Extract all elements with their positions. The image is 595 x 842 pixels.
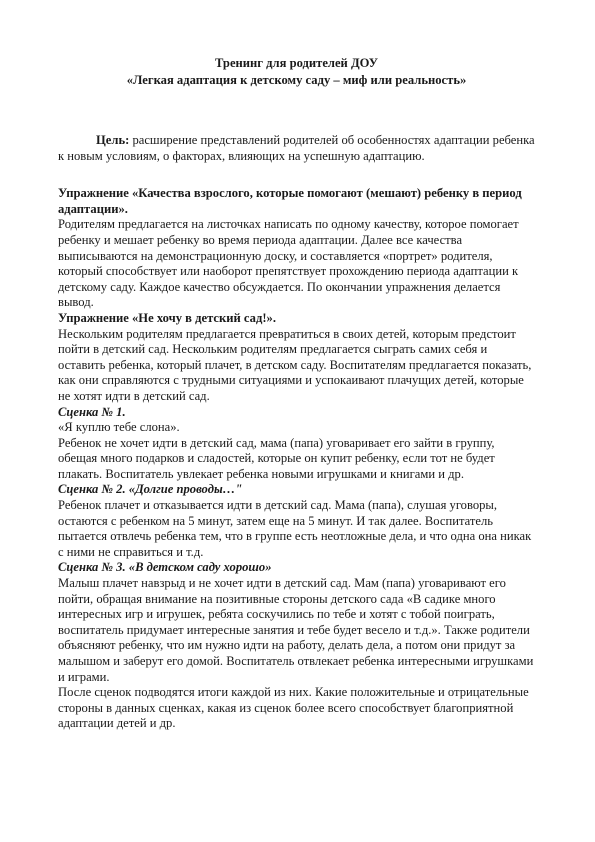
- scene-3-text: Малыш плачет навзрыд и не хочет идти в детский сад. Мам (папа) уговаривают его пойти, обращая внимание на позитивные стороны детского сада «В садике много интересных игр и игрушек, ребята соскучились по тебе и хотят с тобой поиграть, воспитатель придумает интересные занятия и тебе будет весело и т.д.». Также родители объясняют ребенку, что им нужно идти на работу, делать дела, а потом они придут за малышом и заберут его домой. Воспитатель отвлекает ребенка интересными игрушками и играми.: [58, 576, 534, 684]
- scene-1-subtitle: «Я куплю тебе слона».: [58, 420, 180, 435]
- exercise-1-text: Родителям предлагается на листочках написать по одному качеству, которое помогает ребенку и мешает ребенку во время периода адаптации. Далее все качества выписываются на демонстрационную доску, и составляется «портрет» родителя, который способствует или наоборот препятствует прохождению периода адаптации к детскому саду. Каждое качество обсуждается. По окончании упражнения делается вывод.: [58, 217, 519, 310]
- goal-text: расширение представлений родителей об особенностях адаптации ребенка к новым условиям, о факторах, влияющих на успешную адаптацию.: [58, 133, 535, 163]
- exercise-2-heading: Упражнение «Не хочу в детский сад!».: [58, 310, 276, 325]
- scene-3-heading: Сценка № 3. «В детском саду хорошо»: [58, 560, 272, 575]
- scene-1-text: Ребенок не хочет идти в детский сад, мама (папа) уговаривает его зайти в группу, обещая много подарков и сладостей, которые он купит ребенку, если тот не будет плакать. Воспитатель увлекает ребенка новыми игрушками и книгами и др.: [58, 435, 495, 481]
- goal-label: Цель:: [96, 133, 130, 147]
- conclusion-text: После сценок подводятся итоги каждой из них. Какие положительные и отрицательные стороны в данных сценках, какая из сценок более всего способствует благоприятной адаптации детей и др.: [58, 685, 529, 731]
- document-title-line-2: «Легкая адаптация к детскому саду – миф или реальность»: [126, 73, 467, 87]
- scene-2-text: Ребенок плачет и отказывается идти в детский сад. Мама (папа), слушая уговоры, остаются с ребенком на 5 минут, затем еще на 5 минут. И так далее. Воспитатель пытается отвлечь ребенка тем, что в группе есть неотложные дела, и что одна она никак с ними не справиться и т.д.: [58, 498, 532, 559]
- scene-2-heading: Сценка № 2. «Долгие проводы…": [58, 482, 243, 497]
- document-title-line-1: Тренинг для родителей ДОУ: [215, 56, 378, 70]
- exercise-2-text: Нескольким родителям предлагается превратиться в своих детей, которым предстоит пойти в детский сад. Нескольким родителям предлагается сыграть самих себя и оставить ребенка, который плачет, в детском саду. Воспитателям предлагается показать, как они справляются с трудными ситуациями и успокаивают плачущих детей, которые не хотят идти в детский сад.: [58, 326, 532, 403]
- goal-paragraph: [58, 133, 535, 164]
- exercise-1-heading: Упражнение «Качества взрослого, которые помогают (мешают) ребенку в период адаптации».: [58, 186, 522, 216]
- scene-1-heading: Сценка № 1.: [58, 404, 126, 419]
